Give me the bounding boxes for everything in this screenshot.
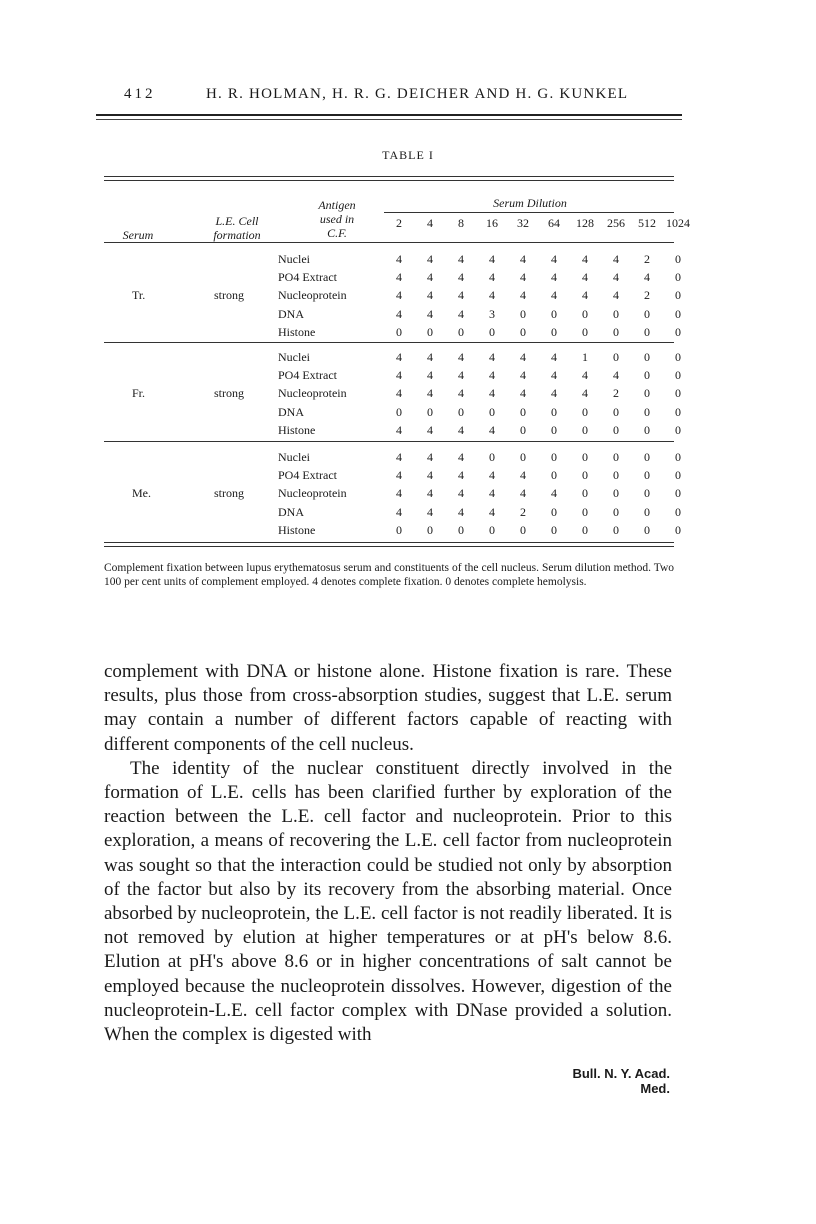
fixation-value: 4 bbox=[396, 468, 402, 483]
fixation-value: 4 bbox=[458, 368, 464, 383]
fixation-value: 0 bbox=[613, 504, 619, 519]
fixation-value: 4 bbox=[520, 270, 526, 285]
table-row bbox=[278, 306, 681, 323]
fixation-value: 4 bbox=[520, 386, 526, 401]
table-top-rule bbox=[104, 176, 674, 177]
fixation-value: 0 bbox=[675, 324, 681, 339]
dilution-header-cell: 32 bbox=[517, 216, 529, 230]
table-header-rule bbox=[104, 242, 674, 243]
fixation-value: 0 bbox=[458, 324, 464, 339]
fixation-value: 0 bbox=[427, 522, 433, 537]
fixation-value: 0 bbox=[613, 468, 619, 483]
le-cell-formation: strong bbox=[214, 486, 244, 501]
fixation-value: 3 bbox=[489, 306, 495, 321]
fixation-value: 4 bbox=[396, 306, 402, 321]
antigen-name: Nucleoprotein bbox=[278, 386, 347, 401]
paragraph: complement with DNA or histone alone. Histone fixation is rare. These results, plus those from cross-absorption studies, suggest that L.E. serum may contain a number of different factors capable of reacting with different components of the cell nucleus. bbox=[104, 661, 672, 755]
fixation-value: 4 bbox=[458, 288, 464, 303]
fixation-value: 0 bbox=[675, 252, 681, 266]
fixation-value: 0 bbox=[644, 404, 650, 419]
fixation-value: 0 bbox=[675, 450, 681, 464]
antigen-name: Nuclei bbox=[278, 450, 310, 464]
fixation-value: 0 bbox=[458, 522, 464, 537]
column-header-antigen-used: used in bbox=[319, 212, 355, 226]
dilution-header-cell: 16 bbox=[486, 216, 498, 230]
running-head-authors: H. R. HOLMAN, H. R. G. DEICHER AND H. G. KUNKEL bbox=[206, 86, 629, 102]
fixation-value: 4 bbox=[427, 252, 433, 266]
fixation-value: 0 bbox=[489, 404, 495, 419]
fixation-value: 0 bbox=[675, 404, 681, 419]
antigen-name: Histone bbox=[278, 522, 316, 537]
fixation-value: 4 bbox=[427, 368, 433, 383]
dilution-header-cell: 8 bbox=[458, 216, 464, 230]
fixation-value: 0 bbox=[396, 404, 402, 419]
fixation-value: 4 bbox=[551, 368, 557, 383]
fixation-value: 0 bbox=[675, 522, 681, 537]
fixation-value: 4 bbox=[458, 422, 464, 437]
column-header-serum-dilution: Serum Dilution bbox=[493, 196, 567, 210]
fixation-value: 4 bbox=[396, 350, 402, 364]
fixation-value: 0 bbox=[675, 288, 681, 303]
fixation-value: 2 bbox=[613, 386, 619, 401]
fixation-value: 0 bbox=[582, 504, 588, 519]
fixation-value: 4 bbox=[396, 368, 402, 383]
fixation-value: 4 bbox=[458, 468, 464, 483]
fixation-value: 0 bbox=[427, 324, 433, 339]
body-text bbox=[104, 660, 672, 1047]
fixation-value: 4 bbox=[489, 386, 495, 401]
fixation-value: 4 bbox=[458, 486, 464, 501]
column-header-le-cell: L.E. Cell bbox=[215, 214, 259, 228]
group-divider bbox=[104, 441, 674, 442]
fixation-value: 4 bbox=[396, 288, 402, 303]
fixation-value: 4 bbox=[489, 468, 495, 483]
fixation-value: 0 bbox=[582, 468, 588, 483]
fixation-value: 0 bbox=[675, 422, 681, 437]
fixation-value: 0 bbox=[675, 386, 681, 401]
antigen-name: Nuclei bbox=[278, 252, 310, 266]
fixation-value: 4 bbox=[396, 270, 402, 285]
fixation-value: 4 bbox=[551, 252, 557, 266]
serum-label: Me. bbox=[132, 486, 151, 501]
fixation-value: 0 bbox=[644, 522, 650, 537]
antigen-name: DNA bbox=[278, 404, 304, 419]
fixation-value: 4 bbox=[582, 368, 588, 383]
fixation-value: 4 bbox=[489, 252, 495, 266]
fixation-value: 4 bbox=[396, 386, 402, 401]
fixation-value: 0 bbox=[458, 404, 464, 419]
fixation-value: 4 bbox=[427, 422, 433, 437]
fixation-value: 4 bbox=[613, 368, 619, 383]
fixation-value: 0 bbox=[675, 468, 681, 483]
fixation-value: 0 bbox=[551, 450, 557, 464]
fixation-value: 4 bbox=[582, 386, 588, 401]
table-row bbox=[278, 288, 681, 304]
antigen-name: Nuclei bbox=[278, 350, 310, 364]
table-title: TABLE I bbox=[382, 148, 434, 162]
fixation-value: 0 bbox=[489, 450, 495, 464]
column-header-antigen: Antigen bbox=[318, 198, 356, 212]
table-bottom-rule-2 bbox=[104, 546, 674, 547]
paragraph: The identity of the nuclear constituent directly involved in the formation of L.E. cells has been clarified further by exploration of the reaction between the L.E. cell factor and nucleoprotein. Prior to this exploration, a means of recovering the L.E. cell factor from nucleoprotein was sought so that the interaction could be studied not only by absorption of the factor but also by its recovery from the absorbing material. Once absorbed by nucleoprotein, the L.E. cell factor is not readily liberated. It is not removed by elution at higher temperatures or at pH's below 8.6. Elution at pH's above 8.6 or in higher concentrations of salt cannot be employed because the nucleoprotein dissolves. However, digestion of the nucleoprotein-L.E. cell factor complex with DNase provided a solution. When the complex is digested with bbox=[104, 757, 672, 1046]
fixation-value: 0 bbox=[644, 486, 650, 501]
table-row bbox=[278, 386, 681, 402]
fixation-value: 4 bbox=[458, 306, 464, 321]
fixation-value: 0 bbox=[644, 468, 650, 483]
fixation-value: 0 bbox=[644, 350, 650, 364]
fixation-value: 4 bbox=[613, 270, 619, 285]
fixation-value: 4 bbox=[520, 252, 526, 266]
table-row bbox=[278, 504, 681, 521]
fixation-value: 0 bbox=[613, 522, 619, 537]
fixation-value: 0 bbox=[613, 486, 619, 501]
fixation-value: 4 bbox=[520, 368, 526, 383]
table-caption: Complement fixation between lupus erythematosus serum and constituents of the cell nucleus. Serum dilution method. Two 100 per cent units of complement employed. 4 denotes complete fixation. 0 denotes complete hemolysis. bbox=[104, 562, 674, 588]
fixation-value: 4 bbox=[396, 422, 402, 437]
fixation-value: 4 bbox=[396, 486, 402, 501]
fixation-value: 0 bbox=[644, 306, 650, 321]
fixation-value: 4 bbox=[582, 252, 588, 266]
dilution-header-cell: 1024 bbox=[666, 216, 690, 230]
fixation-value: 4 bbox=[427, 288, 433, 303]
running-head bbox=[124, 86, 684, 110]
fixation-value: 4 bbox=[458, 450, 464, 464]
fixation-value: 4 bbox=[644, 270, 650, 285]
table-row bbox=[278, 422, 681, 439]
fixation-value: 0 bbox=[489, 324, 495, 339]
fixation-value: 0 bbox=[582, 486, 588, 501]
fixation-value: 0 bbox=[582, 522, 588, 537]
fixation-value: 4 bbox=[489, 368, 495, 383]
fixation-value: 4 bbox=[582, 270, 588, 285]
dilution-header-cell: 128 bbox=[576, 216, 594, 230]
table-row bbox=[278, 368, 681, 384]
fixation-value: 4 bbox=[396, 252, 402, 266]
column-header-le-formation: formation bbox=[213, 228, 261, 242]
fixation-value: 0 bbox=[427, 404, 433, 419]
fixation-value: 2 bbox=[644, 288, 650, 303]
fixation-value: 0 bbox=[644, 450, 650, 464]
fixation-value: 0 bbox=[582, 404, 588, 419]
fixation-value: 4 bbox=[551, 386, 557, 401]
table-row bbox=[278, 486, 681, 502]
fixation-value: 0 bbox=[613, 324, 619, 339]
fixation-value: 0 bbox=[520, 306, 526, 321]
fixation-value: 0 bbox=[520, 522, 526, 537]
antigen-name: DNA bbox=[278, 306, 304, 321]
fixation-value: 0 bbox=[644, 386, 650, 401]
fixation-value: 4 bbox=[582, 288, 588, 303]
fixation-value: 4 bbox=[489, 270, 495, 285]
fixation-value: 1 bbox=[582, 350, 588, 364]
table-row bbox=[278, 404, 681, 421]
group-divider bbox=[104, 342, 674, 343]
column-header-serum: Serum bbox=[122, 228, 154, 242]
fixation-value: 0 bbox=[644, 324, 650, 339]
le-cell-formation: strong bbox=[214, 288, 244, 303]
serum-label: Fr. bbox=[132, 386, 146, 401]
fixation-value: 0 bbox=[644, 368, 650, 383]
fixation-value: 4 bbox=[458, 504, 464, 519]
header-rule bbox=[96, 114, 682, 116]
fixation-value: 0 bbox=[582, 324, 588, 339]
fixation-value: 4 bbox=[520, 468, 526, 483]
fixation-value: 0 bbox=[520, 422, 526, 437]
fixation-value: 0 bbox=[551, 522, 557, 537]
journal-footer: Bull. N. Y. Acad. Med. bbox=[572, 1066, 670, 1096]
fixation-value: 4 bbox=[520, 350, 526, 364]
fixation-value: 4 bbox=[489, 504, 495, 519]
fixation-value: 4 bbox=[427, 386, 433, 401]
fixation-value: 4 bbox=[458, 270, 464, 285]
antigen-name: Histone bbox=[278, 324, 316, 339]
dilution-header-row bbox=[386, 216, 690, 234]
table-row bbox=[278, 450, 681, 466]
fixation-value: 4 bbox=[489, 486, 495, 501]
column-header-antigen-cf: C.F. bbox=[327, 226, 347, 240]
fixation-value: 4 bbox=[427, 450, 433, 464]
fixation-value: 0 bbox=[551, 468, 557, 483]
dilution-header-cell: 2 bbox=[396, 216, 402, 230]
antigen-name: Nucleoprotein bbox=[278, 486, 347, 501]
fixation-value: 0 bbox=[582, 422, 588, 437]
fixation-value: 0 bbox=[613, 404, 619, 419]
fixation-value: 0 bbox=[644, 504, 650, 519]
fixation-value: 4 bbox=[520, 288, 526, 303]
fixation-value: 0 bbox=[675, 350, 681, 364]
fixation-value: 4 bbox=[489, 288, 495, 303]
table-row bbox=[278, 350, 681, 366]
fixation-value: 4 bbox=[489, 422, 495, 437]
fixation-value: 4 bbox=[427, 306, 433, 321]
page-number: 412 bbox=[124, 86, 156, 102]
fixation-value: 0 bbox=[675, 270, 681, 285]
fixation-value: 4 bbox=[396, 450, 402, 464]
dilution-header-rule bbox=[384, 212, 674, 213]
fixation-value: 0 bbox=[613, 422, 619, 437]
dilution-header-cell: 4 bbox=[427, 216, 433, 230]
fixation-value: 4 bbox=[551, 486, 557, 501]
fixation-value: 0 bbox=[520, 404, 526, 419]
antigen-name: PO4 Extract bbox=[278, 270, 337, 285]
fixation-value: 0 bbox=[582, 306, 588, 321]
fixation-value: 0 bbox=[613, 306, 619, 321]
fixation-value: 4 bbox=[427, 504, 433, 519]
fixation-value: 4 bbox=[520, 486, 526, 501]
fixation-value: 0 bbox=[613, 450, 619, 464]
fixation-value: 0 bbox=[396, 522, 402, 537]
dilution-header-cell: 64 bbox=[548, 216, 560, 230]
table-top-rule-2 bbox=[104, 180, 674, 181]
fixation-value: 0 bbox=[520, 450, 526, 464]
table-row bbox=[278, 468, 681, 484]
table-row bbox=[278, 522, 681, 539]
table-row bbox=[278, 252, 681, 268]
fixation-value: 4 bbox=[551, 288, 557, 303]
fixation-value: 0 bbox=[551, 422, 557, 437]
fixation-value: 0 bbox=[582, 450, 588, 464]
dilution-header-cell: 512 bbox=[638, 216, 656, 230]
table-row bbox=[278, 270, 681, 286]
antigen-name: PO4 Extract bbox=[278, 368, 337, 383]
fixation-value: 0 bbox=[551, 306, 557, 321]
fixation-value: 4 bbox=[427, 270, 433, 285]
antigen-name: Nucleoprotein bbox=[278, 288, 347, 303]
fixation-value: 0 bbox=[675, 486, 681, 501]
fixation-value: 4 bbox=[551, 270, 557, 285]
fixation-value: 0 bbox=[551, 504, 557, 519]
fixation-value: 4 bbox=[613, 288, 619, 303]
fixation-value: 0 bbox=[675, 306, 681, 321]
fixation-value: 0 bbox=[675, 368, 681, 383]
fixation-value: 2 bbox=[520, 504, 526, 519]
fixation-value: 4 bbox=[613, 252, 619, 266]
serum-label: Tr. bbox=[132, 288, 146, 303]
le-cell-formation: strong bbox=[214, 386, 244, 401]
fixation-value: 0 bbox=[396, 324, 402, 339]
fixation-value: 0 bbox=[644, 422, 650, 437]
header-rule-thin bbox=[96, 119, 682, 120]
table-bottom-rule bbox=[104, 542, 674, 543]
antigen-name: PO4 Extract bbox=[278, 468, 337, 483]
fixation-value: 2 bbox=[644, 252, 650, 266]
fixation-value: 4 bbox=[489, 350, 495, 364]
fixation-value: 4 bbox=[458, 386, 464, 401]
antigen-name: DNA bbox=[278, 504, 304, 519]
fixation-value: 0 bbox=[613, 350, 619, 364]
fixation-value: 4 bbox=[396, 504, 402, 519]
fixation-value: 4 bbox=[551, 350, 557, 364]
antigen-name: Histone bbox=[278, 422, 316, 437]
fixation-value: 4 bbox=[427, 468, 433, 483]
fixation-value: 4 bbox=[458, 350, 464, 364]
table-row bbox=[278, 324, 681, 341]
fixation-value: 4 bbox=[427, 350, 433, 364]
fixation-value: 4 bbox=[458, 252, 464, 266]
fixation-value: 0 bbox=[551, 324, 557, 339]
dilution-header-cell: 256 bbox=[607, 216, 625, 230]
fixation-value: 0 bbox=[520, 324, 526, 339]
fixation-value: 4 bbox=[427, 486, 433, 501]
fixation-value: 0 bbox=[489, 522, 495, 537]
fixation-value: 0 bbox=[551, 404, 557, 419]
fixation-value: 0 bbox=[675, 504, 681, 519]
